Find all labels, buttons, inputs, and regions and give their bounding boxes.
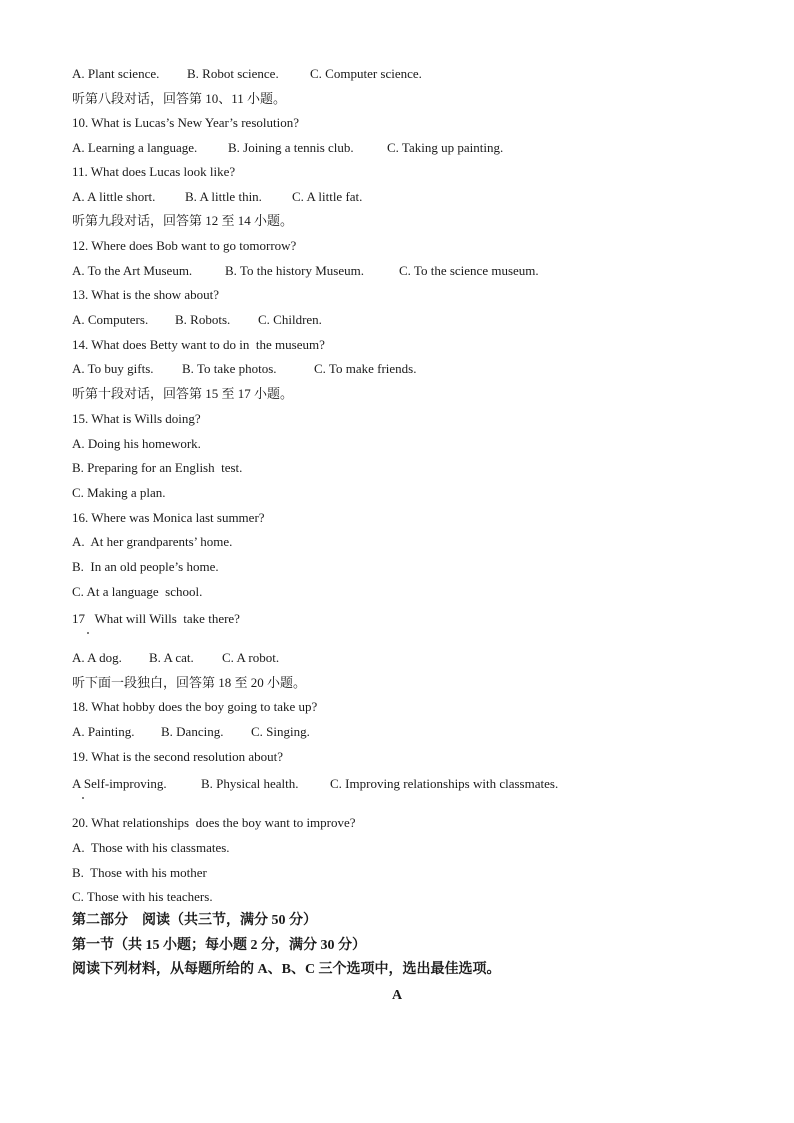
option-b: B. Robots. bbox=[175, 312, 231, 327]
option-b: B. To take photos. bbox=[182, 361, 277, 376]
option-c: C. Computer science. bbox=[310, 66, 422, 81]
option-a: A. To the Art Museum. bbox=[72, 263, 193, 278]
option-c: C. Singing. bbox=[251, 724, 310, 739]
section-9-instruction: 听第九段对话，回答第 12 至 14 小题。 bbox=[72, 213, 294, 228]
option-16b: B. In an old people’s home. bbox=[72, 559, 219, 574]
option-c: C. To the science museum. bbox=[399, 263, 539, 278]
options-q12 bbox=[72, 263, 539, 279]
option-a: A. Computers. bbox=[72, 312, 149, 327]
question-18: 18. What hobby does the boy going to take up? bbox=[72, 699, 318, 714]
stray-dot bbox=[87, 632, 89, 634]
option-a: A. Painting. bbox=[72, 724, 135, 739]
section-10-instruction: 听第十段对话，回答第 15 至 17 小题。 bbox=[72, 386, 294, 401]
options-q18 bbox=[72, 724, 310, 740]
options-q13 bbox=[72, 312, 322, 328]
option-20b: B. Those with his mother bbox=[72, 865, 207, 880]
option-a: A. Learning a language. bbox=[72, 140, 198, 155]
option-a: A Self-improving. bbox=[72, 776, 167, 791]
question-16: 16. Where was Monica last summer? bbox=[72, 510, 265, 525]
option-b: B. Physical health. bbox=[201, 776, 299, 791]
option-b: B. To the history Museum. bbox=[225, 263, 364, 278]
question-19: 19. What is the second resolution about? bbox=[72, 749, 283, 764]
section-11-instruction: 听下面一段独白，回答第 18 至 20 小题。 bbox=[72, 675, 307, 690]
option-a: A. To buy gifts. bbox=[72, 361, 154, 376]
option-16a: A. At her grandparents’ home. bbox=[72, 534, 233, 549]
option-b: B. Dancing. bbox=[161, 724, 224, 739]
option-15a: A. Doing his homework. bbox=[72, 436, 201, 451]
options-q14 bbox=[72, 361, 416, 377]
part-2-heading: 第二部分 阅读（共三节，满分 50 分） bbox=[72, 913, 317, 928]
options-q17 bbox=[72, 650, 279, 666]
option-b: B. Joining a tennis club. bbox=[228, 140, 354, 155]
question-20: 20. What relationships does the boy want to improve? bbox=[72, 815, 356, 830]
question-13: 13. What is the show about? bbox=[72, 287, 220, 302]
reading-instruction: 阅读下列材料，从每题所给的 A、B、C 三个选项中，选出最佳选项。 bbox=[72, 962, 501, 977]
option-a: A. A little short. bbox=[72, 189, 156, 204]
option-c: C. A robot. bbox=[222, 650, 280, 665]
option-15c: C. Making a plan. bbox=[72, 485, 166, 500]
question-15: 15. What is Wills doing? bbox=[72, 411, 201, 426]
option-c: C. To make friends. bbox=[314, 361, 417, 376]
option-c: C. Taking up painting. bbox=[387, 140, 504, 155]
option-a: A. A dog. bbox=[72, 650, 122, 665]
option-15b: B. Preparing for an English test. bbox=[72, 460, 243, 475]
options-q9 bbox=[72, 66, 422, 82]
options-q11 bbox=[72, 189, 362, 205]
options-q10 bbox=[72, 140, 503, 156]
option-b: B. Robot science. bbox=[187, 66, 279, 81]
option-c: C. A little fat. bbox=[292, 189, 363, 204]
question-10: 10. What is Lucas’s New Year’s resolution? bbox=[72, 115, 299, 130]
option-20c: C. Those with his teachers. bbox=[72, 889, 213, 904]
section-1-heading: 第一节（共 15 小题；每小题 2 分，满分 30 分） bbox=[72, 938, 366, 953]
option-c: C. Improving relationships with classmates. bbox=[330, 776, 559, 791]
question-11: 11. What does Lucas look like? bbox=[72, 164, 236, 179]
stray-dot bbox=[82, 797, 84, 799]
question-14: 14. What does Betty want to do in the museum? bbox=[72, 337, 325, 352]
option-c: C. Children. bbox=[258, 312, 322, 327]
section-8-instruction: 听第八段对话，回答第 10、11 小题。 bbox=[72, 91, 287, 106]
option-a: A. Plant science. bbox=[72, 66, 160, 81]
options-q19 bbox=[72, 776, 558, 792]
option-b: B. A little thin. bbox=[185, 189, 262, 204]
question-17: 17 What will Wills take there? bbox=[72, 611, 240, 626]
passage-label: A bbox=[391, 988, 403, 1003]
option-b: B. A cat. bbox=[149, 650, 194, 665]
option-16c: C. At a language school. bbox=[72, 584, 203, 599]
option-20a: A. Those with his classmates. bbox=[72, 840, 230, 855]
question-12: 12. Where does Bob want to go tomorrow? bbox=[72, 238, 297, 253]
